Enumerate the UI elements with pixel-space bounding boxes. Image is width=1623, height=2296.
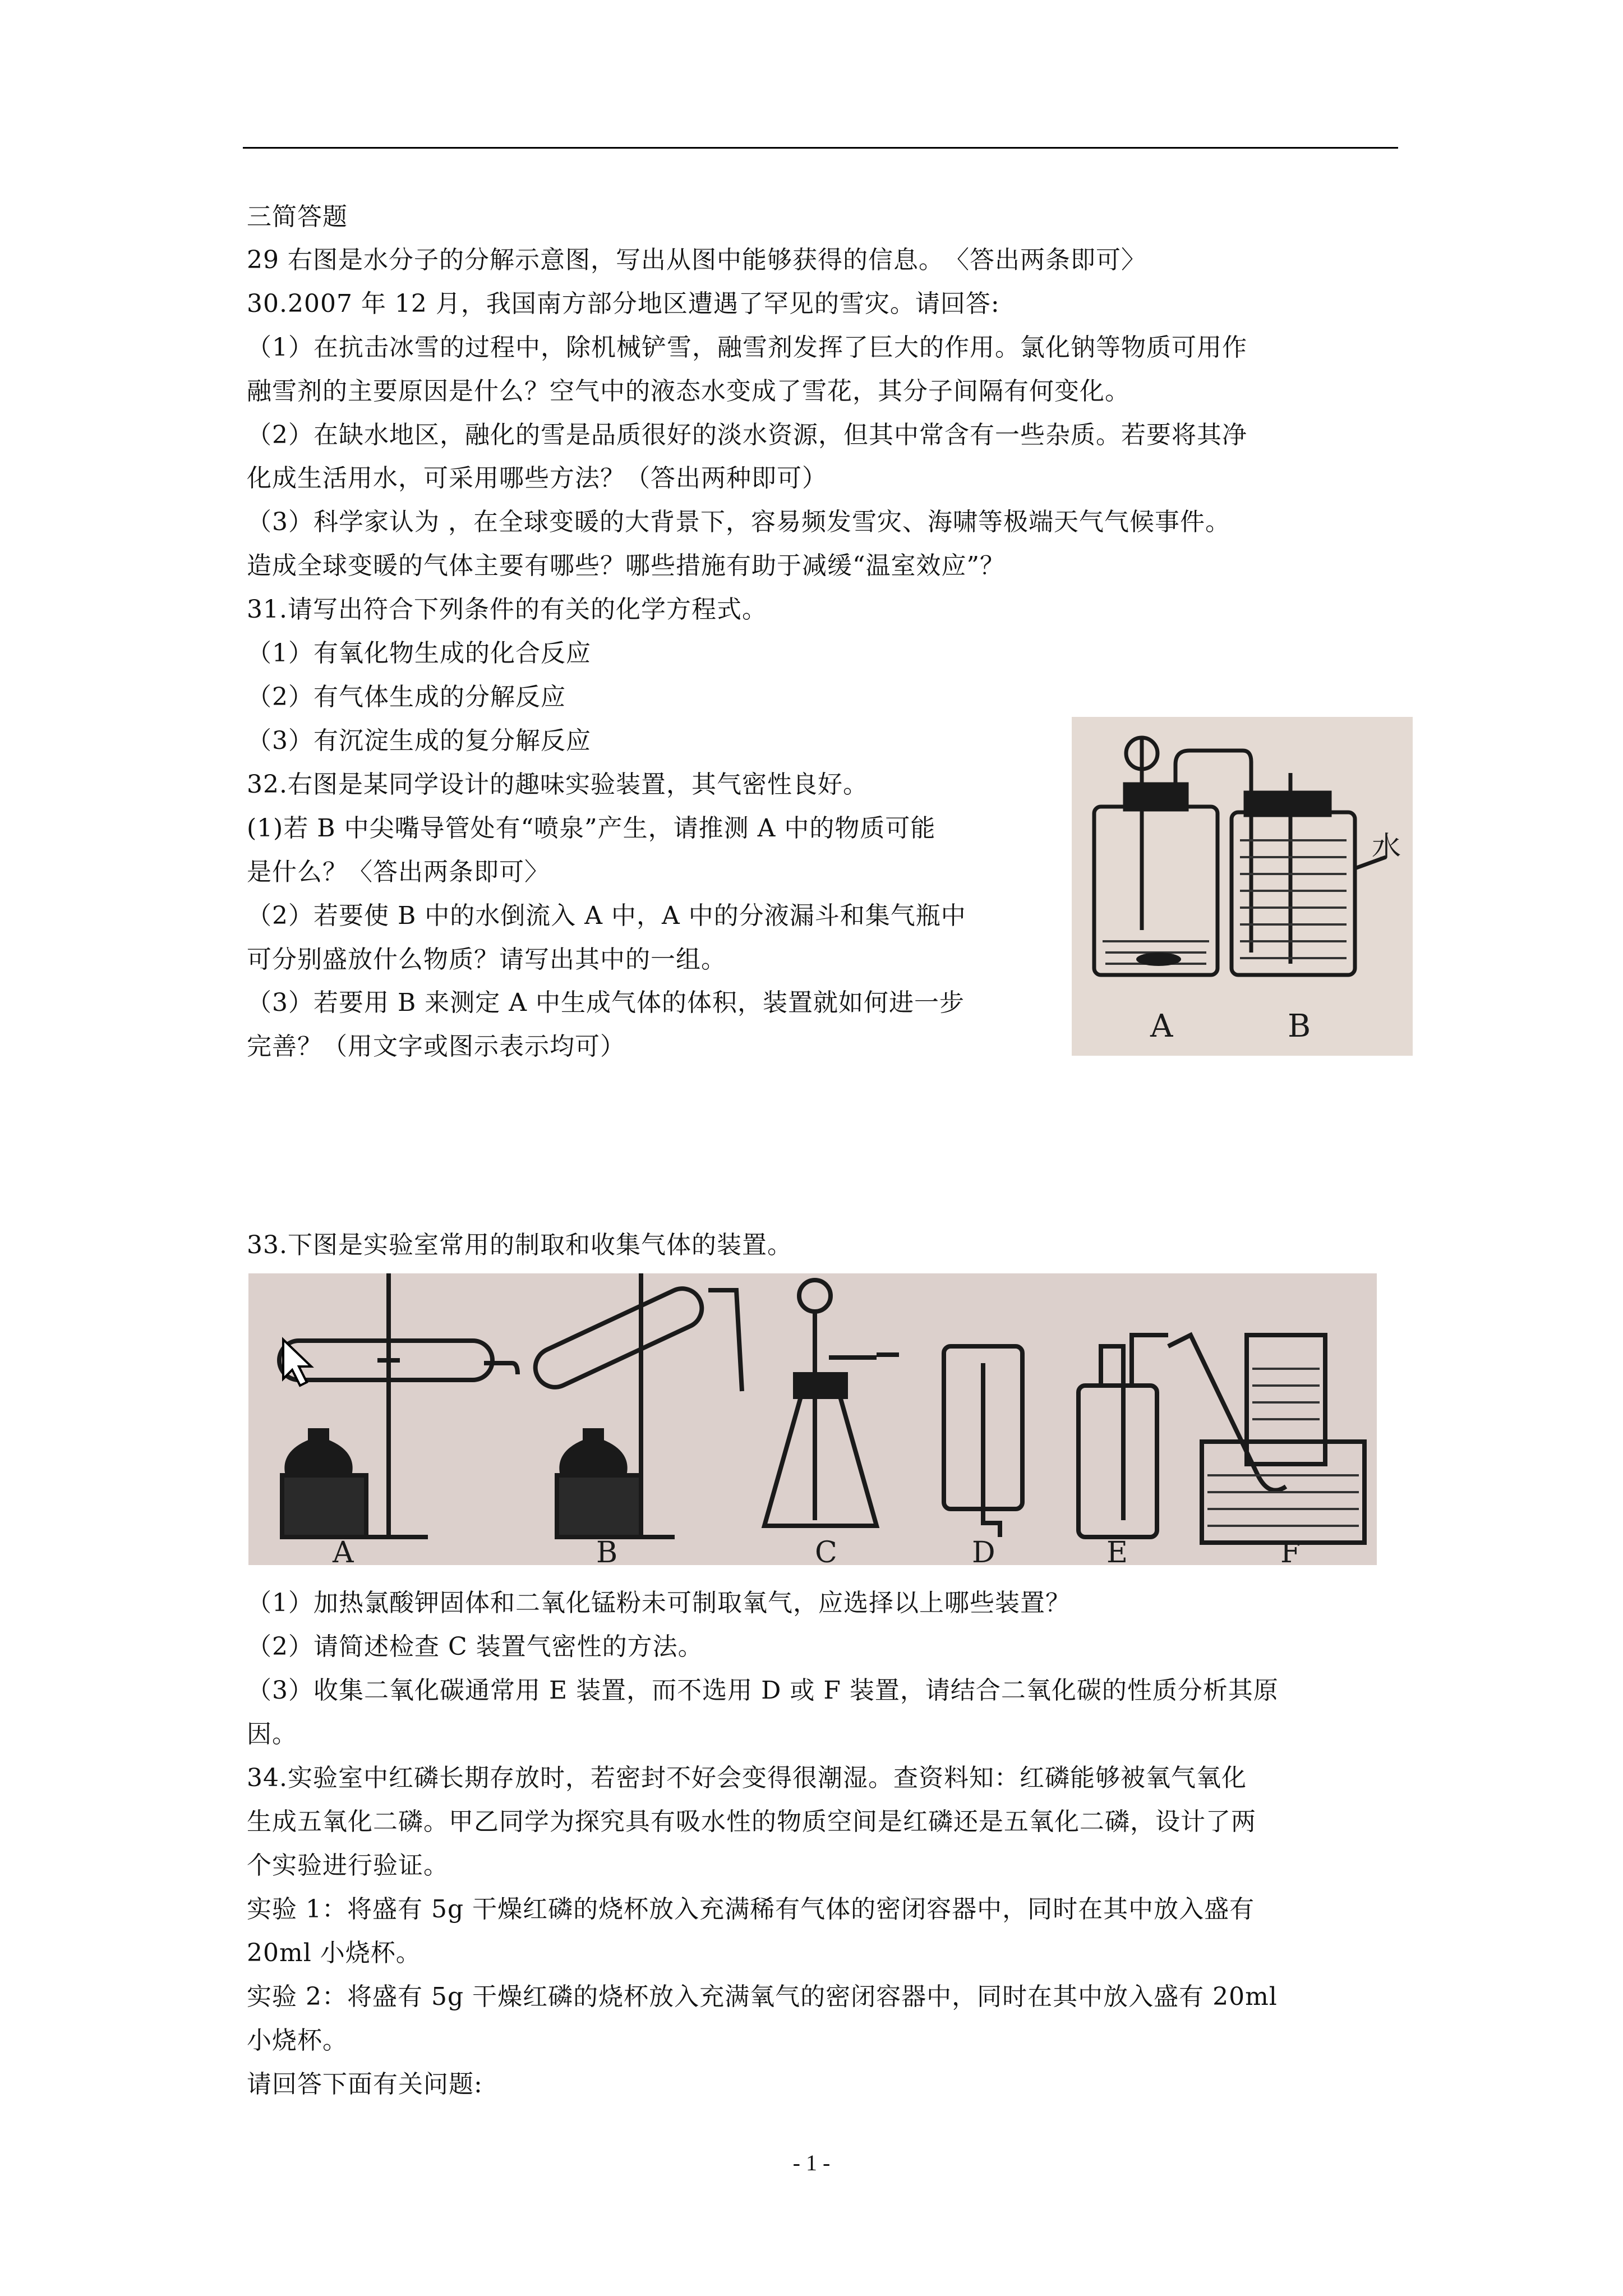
q32-part2-line2: 可分别盛放什么物质？请写出其中的一组。: [247, 945, 726, 974]
q31-part3: （3）有沉淀生成的复分解反应: [247, 726, 591, 755]
figure-33-apparatus: [248, 1273, 1377, 1565]
figure-32-label-b: B: [1288, 1008, 1311, 1045]
experiment-2-line2: 小烧杯。: [247, 2026, 348, 2055]
q33-part1: （1）加热氯酸钾固体和二氧化锰粉未可制取氧气，应选择以上哪些装置？: [247, 1589, 1071, 1617]
q30-part2-line1: （2）在缺水地区，融化的雪是品质很好的淡水资源，但其中常含有一些杂质。若要将其净: [247, 421, 1247, 449]
header-rule: [243, 147, 1398, 149]
question-34-line1: 34.实验室中红磷长期存放时，若密封不好会变得很潮湿。查资料知：红磷能够被氧气氧化: [247, 1764, 1247, 1792]
experiment-2-line1: 实验 2：将盛有 5g 干燥红磷的烧杯放入充满氧气的密闭容器中，同时在其中放入盛有 20ml: [247, 1982, 1278, 2011]
q31-part1: （1）有氧化物生成的化合反应: [247, 639, 591, 668]
figure-33-label: E: [1106, 1536, 1128, 1565]
page-number: - 1 -: [792, 2150, 831, 2175]
figure-32-label-a: A: [1150, 1008, 1173, 1045]
question-34-line2: 生成五氧化二磷。甲乙同学为探究具有吸水性的物质空间是红磷还是五氧化二磷，设计了两: [247, 1807, 1256, 1836]
q30-part1-line1: （1）在抗击冰雪的过程中，除机械铲雪，融雪剂发挥了巨大的作用。氯化钠等物质可用作: [247, 333, 1247, 362]
question-29: 29 右图是水分子的分解示意图，写出从图中能够获得的信息。 〈答出两条即可〉: [247, 246, 1146, 274]
q34-prompt: 请回答下面有关问题:: [247, 2070, 483, 2099]
figure-33-label: C: [815, 1536, 837, 1565]
figure-33-label: B: [596, 1536, 618, 1565]
q30-part2-line2: 化成生活用水，可采用哪些方法？（答出两种即可）: [247, 464, 827, 493]
figure-32-label-water: 水: [1372, 831, 1401, 864]
figure-33-label: D: [972, 1536, 995, 1565]
figure-33-label: A: [333, 1536, 354, 1565]
q30-part3-line1: （3）科学家认为 ，在全球变暖的大背景下，容易频发雪灾、海啸等极端天气气候事件。: [247, 508, 1230, 536]
q33-part3-line2: 因。: [247, 1720, 297, 1749]
question-32: 32.右图是某同学设计的趣味实验装置，其气密性良好。: [247, 770, 868, 799]
question-33: 33.下图是实验室常用的制取和收集气体的装置。: [247, 1231, 792, 1259]
section-heading: 三简答题: [247, 203, 348, 231]
figure-32-apparatus: [1072, 717, 1413, 1056]
question-34-line3: 个实验进行验证。: [247, 1851, 449, 1880]
figure-33-label: F: [1280, 1536, 1301, 1565]
question-31: 31.请写出符合下列条件的有关的化学方程式。: [247, 595, 767, 624]
q32-part1-line1: (1)若 B 中尖嘴导管处有“喷泉”产生，请推测 A 中的物质可能: [247, 814, 936, 843]
q33-part2: （2）请简述检查 C 装置气密性的方法。: [247, 1632, 703, 1661]
q32-part2-line1: （2）若要使 B 中的水倒流入 A 中，A 中的分液漏斗和集气瓶中: [247, 901, 966, 930]
q31-part2: （2）有气体生成的分解反应: [247, 683, 566, 711]
experiment-1-line1: 实验 1：将盛有 5g 干燥红磷的烧杯放入充满稀有气体的密闭容器中，同时在其中放入盛有: [247, 1895, 1255, 1924]
experiment-1-line2: 20ml 小烧杯。: [247, 1939, 421, 1967]
q33-part3-line1: （3）收集二氧化碳通常用 E 装置，而不选用 D 或 F 装置，请结合二氧化碳的性质分析其原: [247, 1676, 1279, 1705]
q32-part1-line2: 是什么？〈答出两条即可〉: [247, 858, 550, 886]
q32-part3-line2: 完善？（用文字或图示表示均可）: [247, 1032, 625, 1061]
q32-part3-line1: （3）若要用 B 来测定 A 中生成气体的体积，装置就如何进一步: [247, 988, 965, 1017]
q30-part3-line2: 造成全球变暖的气体主要有哪些？哪些措施有助于减缓“温室效应”？: [247, 551, 1005, 580]
question-30: 30.2007 年 12 月，我国南方部分地区遭遇了罕见的雪灾。请回答:: [247, 289, 1000, 318]
q30-part1-line2: 融雪剂的主要原因是什么？空气中的液态水变成了雪花，其分子间隔有何变化。: [247, 377, 1130, 406]
